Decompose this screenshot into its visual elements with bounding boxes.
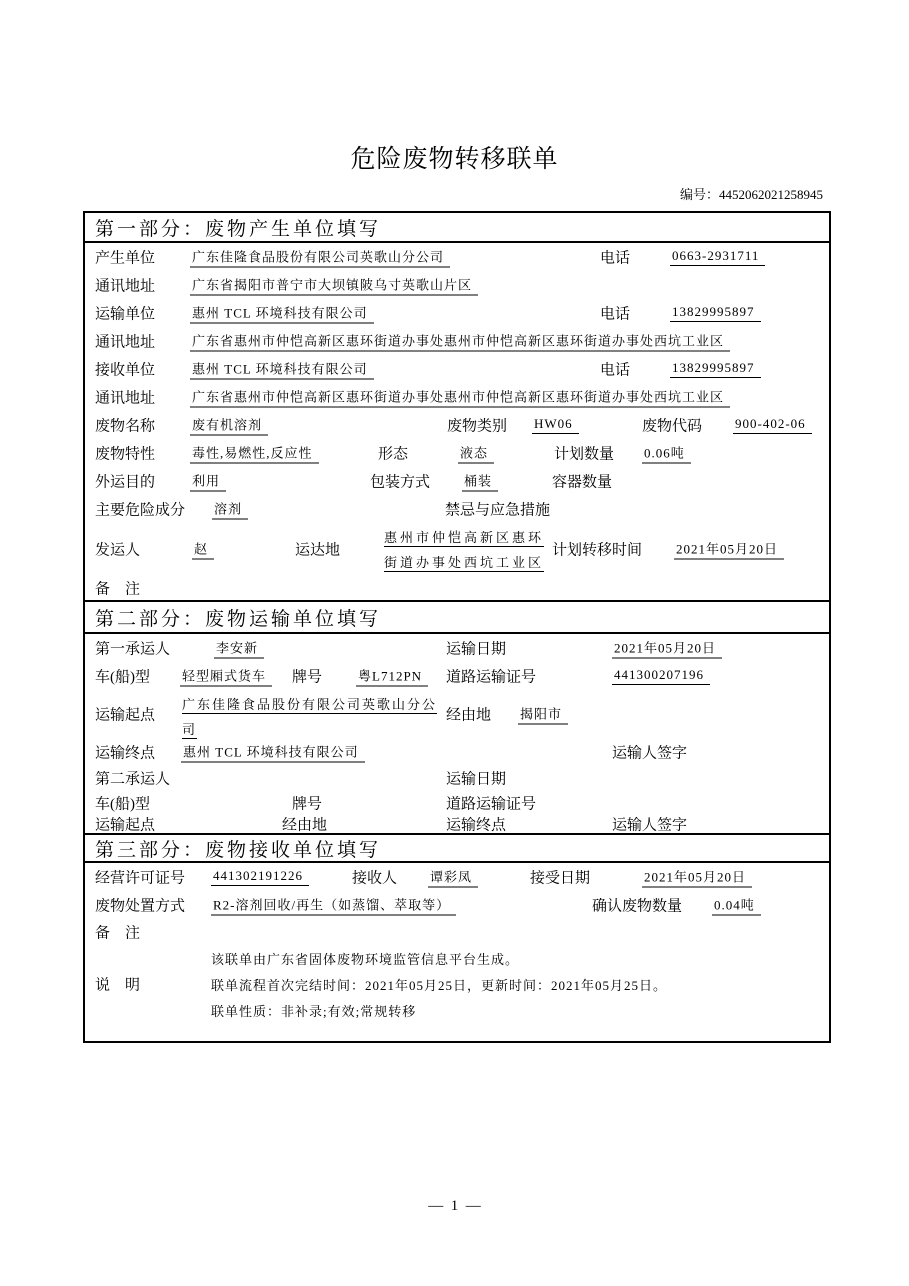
note-line-1: 该联单由广东省固体废物环境监管信息平台生成。	[211, 952, 520, 967]
transporter-phone-value: 13829995897	[670, 304, 761, 322]
disposal-method-label: 废物处置方式	[95, 898, 186, 915]
transport-date-label: 运输日期	[446, 771, 507, 787]
via-label: 经由地	[446, 707, 492, 724]
receiver-unit-value: 惠州 TCL 环境科技有限公司	[190, 359, 374, 380]
carrier1-value: 李安新	[214, 638, 264, 659]
section2-header: 第二部分：废物运输单位填写	[85, 600, 829, 634]
terminal-label: 运输终点	[95, 745, 156, 761]
transport-date1-value: 2021年05月20日	[612, 638, 722, 659]
remark-label: 备 注	[95, 925, 141, 942]
waste-properties-value: 毒性,易燃性,反应性	[190, 443, 319, 464]
signature-label: 运输人签字	[612, 745, 688, 761]
doc-number-label: 编号：	[679, 187, 719, 202]
plate-no1-value: 粤L712PN	[356, 666, 428, 687]
road-permit-label: 道路运输证号	[446, 796, 537, 812]
producer-unit-label: 产生单位	[95, 250, 156, 267]
signature-label: 运输人签字	[612, 817, 688, 834]
transport-date-label: 运输日期	[446, 641, 507, 658]
road-permit1-value: 441300207196	[612, 667, 710, 685]
destination-value: 惠州市仲恺高新区惠环街道办事处西坑工业区	[384, 530, 545, 570]
form-row	[85, 662, 829, 690]
plate-no-label: 牌号	[292, 669, 323, 686]
purpose-label: 外运目的	[95, 474, 156, 491]
transporter-unit-label: 运输单位	[95, 306, 156, 323]
note-text	[211, 947, 667, 1025]
planned-qty-value: 0.06吨	[642, 443, 691, 464]
note-line-2: 联单流程首次完结时间：2021年05月25日，更新时间：2021年05月25日。	[211, 978, 668, 993]
form-row	[85, 790, 829, 815]
via1-value: 揭阳市	[518, 704, 568, 725]
receiver-unit-label: 接收单位	[95, 362, 156, 379]
phone-label: 电话	[600, 306, 631, 323]
form-row	[85, 411, 829, 439]
section1-body	[85, 243, 829, 600]
waste-name-value: 废有机溶剂	[190, 415, 268, 436]
planned-qty-label: 计划数量	[554, 446, 615, 463]
waste-class-label: 废物类别	[447, 418, 508, 435]
receiver-person-value: 谭彩凤	[428, 867, 478, 888]
transporter-address-label: 通讯地址	[95, 334, 156, 351]
form-row	[85, 439, 829, 467]
packing-label: 包装方式	[370, 474, 431, 491]
form-row	[85, 738, 829, 765]
terminal-label: 运输终点	[446, 817, 507, 834]
road-permit-label: 道路运输证号	[446, 669, 537, 686]
destination-label: 运达地	[295, 542, 341, 559]
receive-date-label: 接受日期	[530, 870, 591, 887]
form-row	[85, 523, 829, 575]
waste-name-label: 废物名称	[95, 418, 156, 435]
form-row	[85, 495, 829, 523]
waste-form-label: 形态	[378, 446, 409, 463]
form-row	[85, 945, 829, 1023]
manifest-table	[83, 211, 831, 1043]
waste-class-value: HW06	[532, 416, 579, 434]
producer-unit-value: 广东佳隆食品股份有限公司英歌山分公司	[190, 247, 450, 268]
plate-no-label: 牌号	[292, 796, 323, 812]
packing-value: 桶装	[462, 471, 498, 492]
section1-header: 第一部分：废物产生单位填写	[85, 213, 829, 243]
section3-header: 第三部分：废物接收单位填写	[85, 833, 829, 863]
form-row	[85, 299, 829, 327]
transfer-time-label: 计划转移时间	[552, 542, 643, 559]
remark-label: 备 注	[95, 581, 141, 597]
origin-label: 运输起点	[95, 817, 156, 834]
vehicle-type-label: 车(船)型	[95, 796, 150, 812]
terminal1-value: 惠州 TCL 环境科技有限公司	[181, 741, 365, 762]
doc-number	[680, 184, 823, 203]
form-row	[85, 327, 829, 355]
purpose-value: 利用	[190, 471, 226, 492]
producer-address-label: 通讯地址	[95, 278, 156, 295]
form-row	[85, 863, 829, 891]
phone-label: 电话	[600, 250, 631, 267]
license-no-label: 经营许可证号	[95, 870, 186, 887]
form-row	[85, 467, 829, 495]
consignor-value: 赵	[192, 539, 214, 560]
emergency-label: 禁忌与应急措施	[445, 502, 551, 519]
receiver-phone-value: 13829995897	[670, 360, 761, 378]
confirmed-qty-value: 0.04吨	[712, 895, 761, 916]
producer-address-value: 广东省揭阳市普宁市大坝镇陂乌寸英歌山片区	[190, 275, 478, 296]
note-label: 说 明	[95, 977, 141, 994]
receiver-address-value: 广东省惠州市仲恺高新区惠环街道办事处惠州市仲恺高新区惠环街道办事处西坑工业区	[190, 387, 730, 408]
hazard-component-label: 主要危险成分	[95, 502, 186, 519]
page-title: 危险废物转移联单	[350, 146, 559, 173]
phone-label: 电话	[600, 362, 631, 379]
origin1-value: 广东佳隆食品股份有限公司英歌山分公司	[182, 697, 438, 737]
hazard-component-value: 溶剂	[212, 499, 248, 520]
waste-code-label: 废物代码	[642, 418, 703, 435]
containers-label: 容器数量	[552, 474, 613, 491]
vehicle-type1-value: 轻型厢式货车	[180, 666, 272, 687]
waste-form-value: 液态	[458, 443, 494, 464]
receive-date-value: 2021年05月20日	[642, 867, 752, 888]
carrier1-label: 第一承运人	[95, 641, 171, 658]
form-row	[85, 355, 829, 383]
form-row	[85, 765, 829, 790]
transporter-unit-value: 惠州 TCL 环境科技有限公司	[190, 303, 374, 324]
disposal-method-value: R2-溶剂回收/再生（如蒸馏、萃取等）	[211, 895, 456, 916]
form-row	[85, 919, 829, 945]
waste-code-value: 900-402-06	[733, 416, 812, 434]
origin-label: 运输起点	[95, 707, 156, 724]
producer-phone-value: 0663-2931711	[670, 248, 765, 266]
section3-body	[85, 863, 829, 1023]
consignor-label: 发运人	[95, 542, 141, 559]
form-row	[85, 271, 829, 299]
section2-body	[85, 634, 829, 833]
form-row	[85, 575, 829, 600]
form-row	[85, 243, 829, 271]
license-no-value: 441302191226	[211, 868, 309, 886]
confirmed-qty-label: 确认废物数量	[592, 898, 683, 915]
form-row	[85, 383, 829, 411]
via-label: 经由地	[282, 817, 328, 834]
page-number: — 1 —	[428, 1198, 481, 1214]
transporter-address-value: 广东省惠州市仲恺高新区惠环街道办事处惠州市仲恺高新区惠环街道办事处西坑工业区	[190, 331, 730, 352]
receiver-address-label: 通讯地址	[95, 390, 156, 407]
carrier2-label: 第二承运人	[95, 771, 171, 787]
form-row	[85, 815, 829, 833]
waste-properties-label: 废物特性	[95, 446, 156, 463]
form-row	[85, 690, 829, 738]
vehicle-type-label: 车(船)型	[95, 669, 150, 686]
transfer-time-value: 2021年05月20日	[674, 539, 784, 560]
doc-number-value: 4452062021258945	[719, 187, 823, 202]
note-line-3: 联单性质：非补录;有效;常规转移	[211, 1004, 417, 1019]
receiver-person-label: 接收人	[352, 870, 398, 887]
form-row	[85, 634, 829, 662]
form-row	[85, 891, 829, 919]
